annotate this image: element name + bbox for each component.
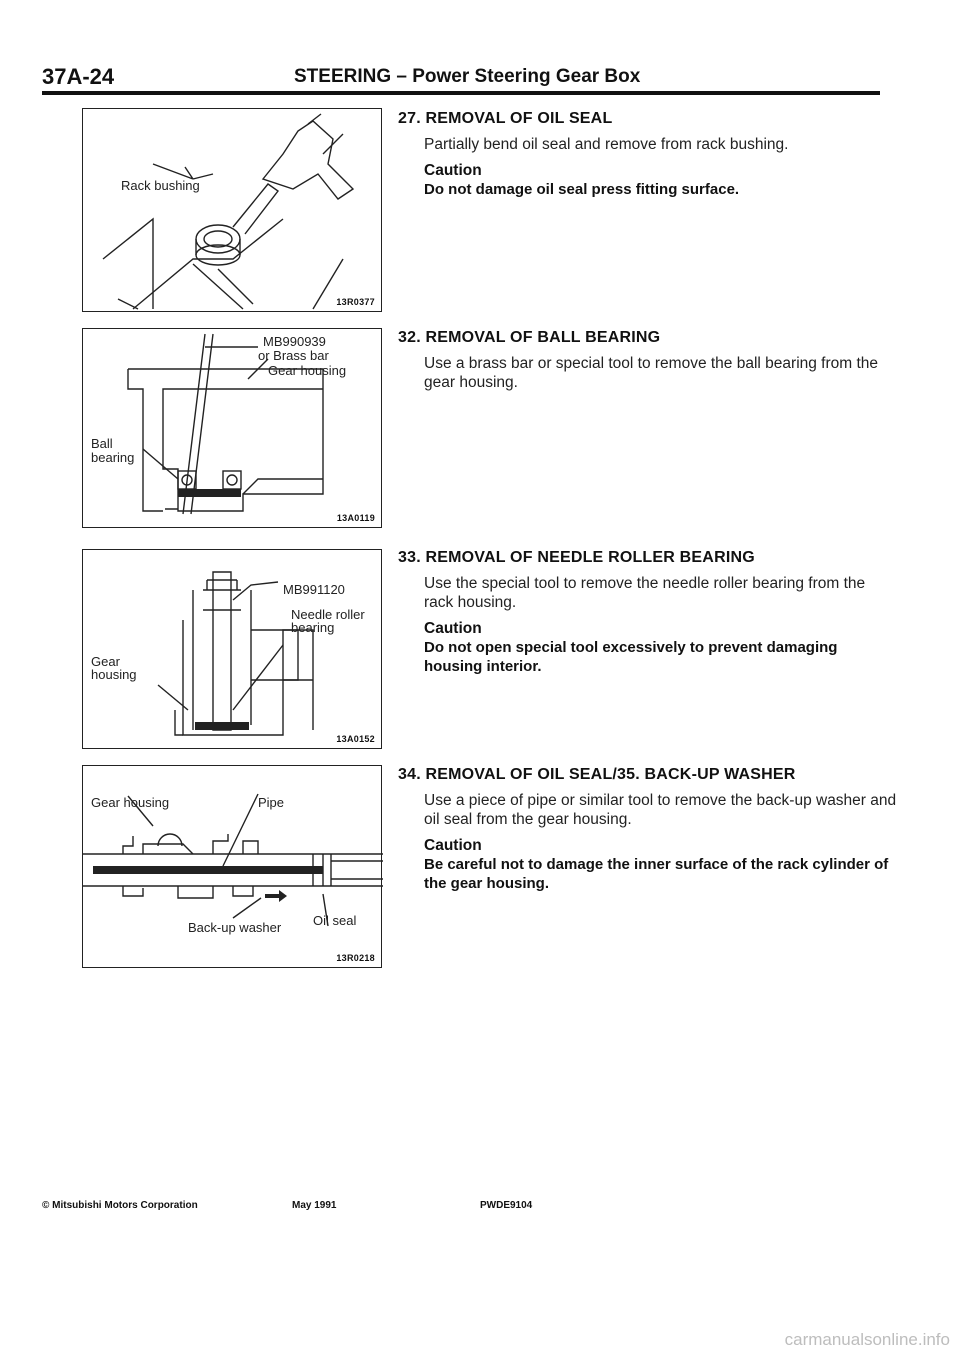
caution-text: Be careful not to damage the inner surface of the rack cylinder of the gear housing. bbox=[424, 856, 889, 892]
caution-text: Do not open special tool excessively to prevent damaging housing interior. bbox=[424, 639, 838, 675]
label-backup-washer: Back-up washer bbox=[188, 920, 282, 935]
procedure-33 bbox=[398, 549, 898, 676]
label-rack-bushing: Rack bushing bbox=[121, 178, 200, 193]
label-pipe: Pipe bbox=[258, 795, 285, 810]
header-rule bbox=[42, 91, 880, 95]
procedure-heading: 32. REMOVAL OF BALL BEARING bbox=[398, 329, 661, 346]
procedure-heading: 34. REMOVAL OF OIL SEAL/35. BACK-UP WASHER bbox=[398, 766, 796, 783]
footer-document-code: PWDE9104 bbox=[480, 1200, 533, 1211]
label-brass-bar: or Brass bar bbox=[258, 348, 329, 363]
procedure-body: Use a piece of pipe or similar tool to remove the back-up washer and oil seal from the gear housing. bbox=[424, 792, 897, 828]
label-gear-housing: Gear housing bbox=[91, 795, 170, 810]
label-tool-mb990939: MB990939 bbox=[263, 334, 326, 349]
ball-bearing-illustration bbox=[83, 329, 383, 529]
page-number: 37A-24 bbox=[42, 64, 115, 89]
figure-oil-seal-removal bbox=[82, 108, 382, 312]
label-gear: Gear bbox=[91, 654, 120, 669]
label-housing: housing bbox=[91, 667, 137, 682]
label-bearing: bearing bbox=[91, 450, 135, 465]
label-oil-seal: Oil seal bbox=[313, 913, 357, 928]
watermark-text: carmanualsonline.info bbox=[784, 1330, 950, 1349]
caution-title: Caution bbox=[424, 620, 482, 637]
figure-ball-bearing-removal bbox=[82, 328, 382, 528]
label-ball: Ball bbox=[91, 436, 113, 451]
caution-text: Do not damage oil seal press fitting surface. bbox=[424, 181, 740, 198]
caution-title: Caution bbox=[424, 162, 482, 179]
procedure-heading: 33. REMOVAL OF NEEDLE ROLLER BEARING bbox=[398, 549, 755, 566]
figure-needle-roller-bearing-removal bbox=[82, 549, 382, 749]
footer-date: May 1991 bbox=[292, 1200, 337, 1211]
label-tool-mb991120: MB991120 bbox=[283, 582, 345, 597]
procedure-27 bbox=[398, 110, 898, 199]
figure-code: 13A0119 bbox=[336, 513, 375, 523]
label-gear-housing: Gear housing bbox=[268, 363, 347, 378]
procedure-body: Use the special tool to remove the needle roller bearing from the rack housing. bbox=[424, 575, 866, 611]
procedure-body: Partially bend oil seal and remove from rack bushing. bbox=[424, 136, 789, 153]
footer-copyright: © Mitsubishi Motors Corporation bbox=[42, 1200, 198, 1211]
figure-code: 13R0218 bbox=[336, 953, 375, 963]
label-bearing: bearing bbox=[291, 620, 335, 635]
label-needle-roller: Needle roller bbox=[291, 607, 365, 622]
page-header bbox=[42, 64, 880, 92]
section-title: STEERING – Power Steering Gear Box bbox=[294, 66, 641, 87]
figure-code: 13A0152 bbox=[336, 734, 375, 744]
figure-code: 13R0377 bbox=[336, 297, 375, 307]
procedure-32 bbox=[398, 329, 898, 399]
caution-title: Caution bbox=[424, 837, 482, 854]
procedure-body: Use a brass bar or special tool to remove the ball bearing from the gear housing. bbox=[424, 355, 879, 391]
needle-roller-illustration bbox=[83, 550, 383, 750]
oil-seal-illustration bbox=[83, 109, 383, 313]
figure-oil-seal-backup-washer-removal bbox=[82, 765, 382, 968]
procedure-34-35 bbox=[398, 766, 898, 893]
procedure-heading: 27. REMOVAL OF OIL SEAL bbox=[398, 110, 613, 127]
